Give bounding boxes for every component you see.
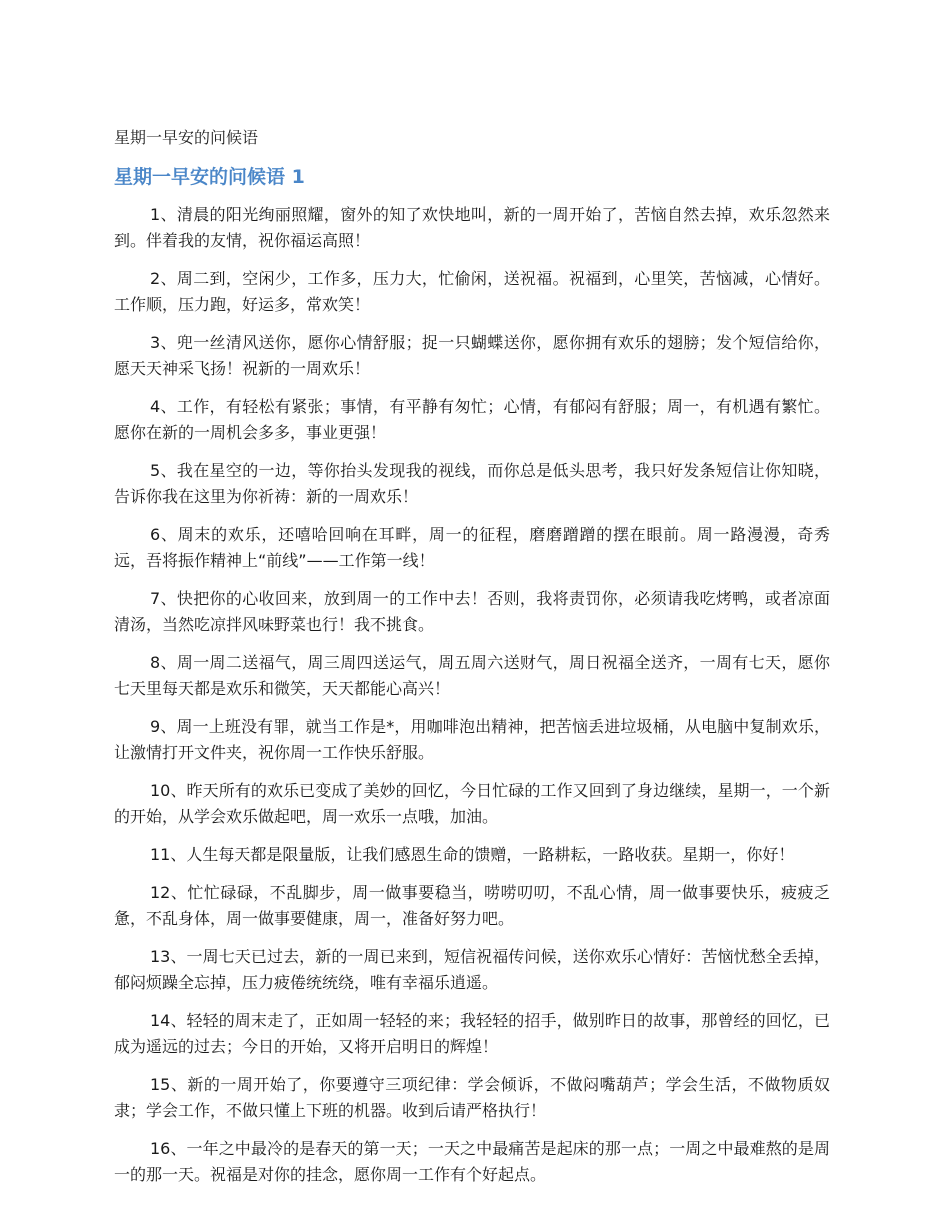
- document-body: [114, 202, 830, 1200]
- paragraph-15: 15、新的一周开始了，你要遵守三项纪律：学会倾诉，不做闷嘴葫芦；学会生活，不做物质奴隶；学会工作，不做只懂上下班的机器。收到后请严格执行！: [114, 1075, 830, 1120]
- document-title: 星期一早安的问候语: [114, 128, 259, 147]
- paragraph-7: 7、快把你的心收回来，放到周一的工作中去！否则，我将责罚你，必须请我吃烤鸭，或者凉面清汤，当然吃凉拌风味野菜也行！我不挑食。: [114, 589, 830, 634]
- paragraph-13: 13、一周七天已过去，新的一周已来到，短信祝福传问候，送你欢乐心情好：苦恼忧愁全丢掉，郁闷烦躁全忘掉，压力疲倦统统绕，唯有幸福乐逍遥。: [114, 947, 830, 992]
- paragraph-6: 6、周末的欢乐，还嘻哈回响在耳畔，周一的征程，磨磨蹭蹭的摆在眼前。周一路漫漫，奇秀远，吾将振作精神上“前线”——工作第一线！: [114, 525, 830, 570]
- paragraph-2: 2、周二到，空闲少，工作多，压力大，忙偷闲，送祝福。祝福到，心里笑，苦恼减，心情好。工作顺，压力跑，好运多，常欢笑！: [114, 269, 830, 314]
- paragraph-8: 8、周一周二送福气，周三周四送运气，周五周六送财气，周日祝福全送齐，一周有七天，愿你七天里每天都是欢乐和微笑，天天都能心高兴！: [114, 653, 830, 698]
- paragraph-14: 14、轻轻的周末走了，正如周一轻轻的来；我轻轻的招手，做别昨日的故事，那曾经的回忆，已成为遥远的过去；今日的开始，又将开启明日的辉煌！: [114, 1011, 830, 1056]
- paragraph-5: 5、我在星空的一边，等你抬头发现我的视线，而你总是低头思考，我只好发条短信让你知晓，告诉你我在这里为你祈祷：新的一周欢乐！: [114, 461, 830, 506]
- paragraph-12: 12、忙忙碌碌，不乱脚步，周一做事要稳当，唠唠叨叨，不乱心情，周一做事要快乐，疲疲乏惫，不乱身体，周一做事要健康，周一，准备好努力吧。: [114, 883, 830, 928]
- paragraph-9: 9、周一上班没有罪，就当工作是*，用咖啡泡出精神，把苦恼丢进垃圾桶，从电脑中复制欢乐，让激情打开文件夹，祝你周一工作快乐舒服。: [114, 717, 830, 762]
- paragraph-4: 4、工作，有轻松有紧张；事情，有平静有匆忙；心情，有郁闷有舒服；周一，有机遇有繁忙。愿你在新的一周机会多多，事业更强！: [114, 397, 830, 442]
- paragraph-10: 10、昨天所有的欢乐已变成了美妙的回忆，今日忙碌的工作又回到了身边继续，星期一，一个新的开始，从学会欢乐做起吧，周一欢乐一点哦，加油。: [114, 781, 830, 826]
- paragraph-16: 16、一年之中最冷的是春天的第一天；一天之中最痛苦是起床的那一点；一周之中最难熬的是周一的那一天。祝福是对你的挂念，愿你周一工作有个好起点。: [114, 1139, 830, 1184]
- paragraph-3: 3、兜一丝清风送你，愿你心情舒服；捉一只蝴蝶送你，愿你拥有欢乐的翅膀；发个短信给你，愿天天神采飞扬！祝新的一周欢乐！: [114, 333, 830, 378]
- section-heading: 星期一早安的问候语 1: [114, 166, 305, 188]
- paragraph-1: 1、清晨的阳光绚丽照耀，窗外的知了欢快地叫，新的一周开始了，苦恼自然去掉，欢乐忽然来到。伴着我的友情，祝你福运高照！: [114, 205, 830, 250]
- paragraph-11: 11、人生每天都是限量版，让我们感恩生命的馈赠，一路耕耘，一路收获。星期一，你好！: [150, 845, 795, 864]
